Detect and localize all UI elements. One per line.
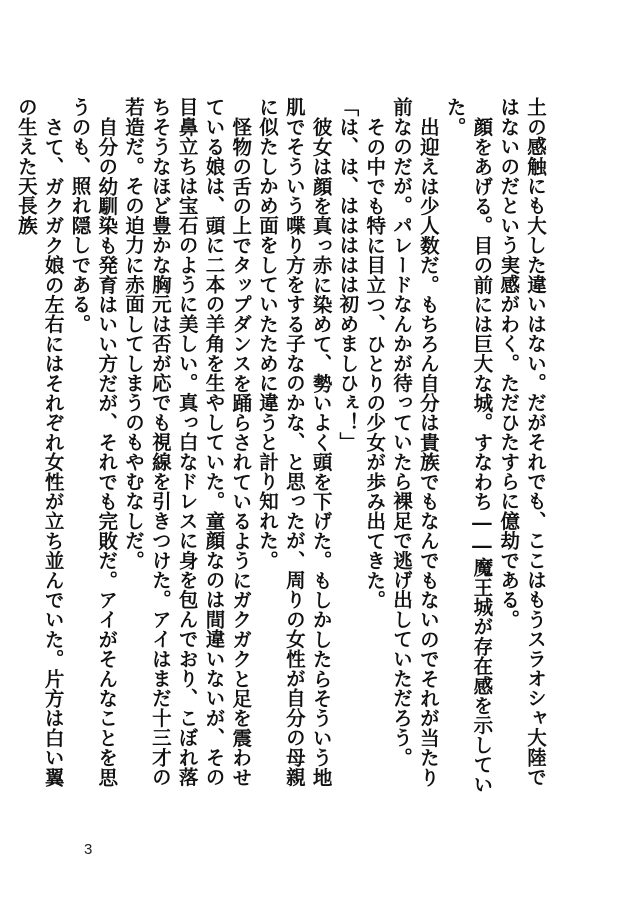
body-text bbox=[14, 97, 548, 797]
paragraph: さて、ガクガク娘の左右にはそれぞれ女性が立ち並んでいた。片方は白い翼の生えた天長族 bbox=[14, 97, 65, 787]
paragraph: 彼女は顔を真っ赤に染めて、勢いよく頭を下げた。もしかしたらそういう地肌でそういう喋り方をする子なのかな、と思ったが、周りの女性が自分の母親に似たしかめ面をしていたために違うと計り知れた。 bbox=[256, 97, 333, 787]
paragraph: 出迎えは少人数だ。もちろん自分は貴族でもなんでもないのでそれが当たり前なのだが。パレードなんかが待っていたら裸足で逃げ出していただろう。 bbox=[390, 97, 440, 787]
dialogue-line: 「は、は、ははははは初めましひぇ！」 bbox=[336, 97, 360, 452]
paragraph: その中でも特に目立つ、ひとりの少女が歩み出てきた。 bbox=[363, 116, 387, 609]
paragraph: 土の感触にも大した違いはない。だがそれでも、ここはもうスラオシャ大陸ではないのだという実感がわく。ただひたすらに億劫である。 bbox=[497, 97, 547, 787]
paragraph: 顔をあげる。目の前には巨大な城。すなわち――魔王城が存在感を示していた。 bbox=[443, 97, 494, 794]
paragraph: 怪物の舌の上でタップダンスを踊らされているようにガクガクと足を震わせている娘は、頭に二本の羊角を生やしていた。童顔なのは間違いないが、その目鼻立ちは宝石のように美しい。真っ白なドレスに身を包んでおり、こぼれ落ちそうなほど豊かな胸元は否が応でも視線を引きつけた。アイはまだ十三才の若造だ。その迫力に赤面してしまうのもやむなしだ。 bbox=[122, 97, 253, 787]
page-number: 3 bbox=[84, 841, 93, 858]
paragraph: 自分の幼馴染も発育はいい方だが、それでも完敗だ。アイがそんなことを思うのも、照れ隠しである。 bbox=[68, 97, 119, 787]
